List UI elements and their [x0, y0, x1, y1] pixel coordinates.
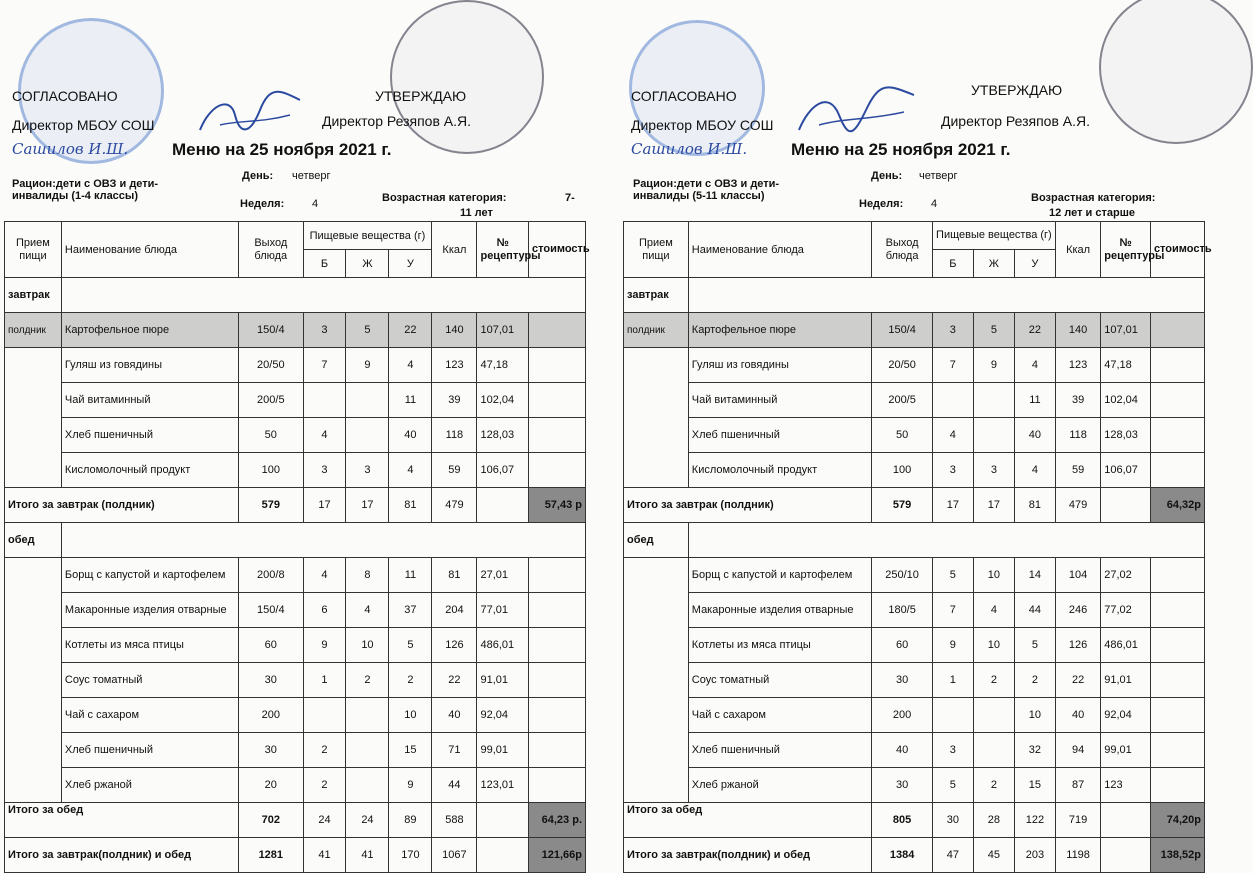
col-zh: Ж — [973, 250, 1014, 278]
week-label: Неделя: — [240, 198, 285, 210]
table-row: Гуляш из говядины 20/50 7 9 4 123 47,18 — [5, 348, 586, 383]
day-value: четверг — [919, 170, 958, 182]
age-label: Возрастная категория: — [1031, 192, 1156, 204]
section-lunch: обед — [624, 523, 689, 558]
col-kcal: Ккал — [432, 222, 477, 278]
table-row: Хлеб пшеничный 50 4 40 118 128,03 — [5, 418, 586, 453]
day-label: День: — [871, 170, 903, 182]
confirm-by: Директор Резяпов А.Я. — [941, 113, 1090, 129]
breakfast-cost: 57,43 р — [529, 488, 586, 523]
col-recipe: № рецептуры — [477, 222, 529, 278]
menu-sheet-right — [619, 0, 1212, 861]
menu-table-left — [4, 221, 590, 873]
col-zh: Ж — [346, 250, 389, 278]
director-stamp-icon — [1099, 0, 1253, 144]
col-dish: Наименование блюда — [688, 222, 872, 278]
table-row: Борщ с капустой и картофелем 250/10 5 10 14 104 27,02 — [624, 558, 1205, 593]
signature-name: Сашилов И.Ш. — [631, 140, 748, 158]
col-meal: Прием пищи — [624, 222, 689, 278]
approved-label: СОГЛАСОВАНО — [631, 88, 737, 104]
section-breakfast: завтрак — [624, 278, 689, 313]
col-u: У — [1014, 250, 1055, 278]
grand-total-row: Итого за завтрак(полдник) и обед 1281 41 41 170 1067 121,66р — [5, 838, 586, 873]
col-u: У — [389, 250, 432, 278]
col-b: Б — [932, 250, 973, 278]
table-row: Чай витаминный 200/5 11 39 102,04 — [624, 383, 1205, 418]
col-yield: Выход блюда — [239, 222, 303, 278]
menu-table-right — [623, 221, 1212, 873]
col-cost: стоимость — [529, 222, 586, 278]
page-title: Меню на 25 ноября 2021 г. — [791, 140, 1011, 159]
table-row: полдник Картофельное пюре 150/4 3 5 22 140 107,01 — [624, 313, 1205, 348]
confirm-by: Директор Резяпов А.Я. — [322, 113, 471, 129]
col-meal: Прием пищи — [5, 222, 62, 278]
week-label: Неделя: — [859, 198, 904, 210]
day-label: День: — [242, 170, 274, 182]
confirm-label: УТВЕРЖДАЮ — [971, 82, 1063, 98]
table-row: Хлеб ржаной 30 5 2 15 87 123 — [624, 768, 1205, 803]
section-lunch: обед — [5, 523, 62, 558]
age-label: Возрастная категория: — [382, 192, 507, 204]
lunch-total-row: Итого за обед 702 24 24 89 588 64,23 р. — [5, 803, 586, 838]
table-row: Кисломолочный продукт 100 3 3 4 59 106,07 — [624, 453, 1205, 488]
col-b: Б — [303, 250, 346, 278]
table-row: Борщ с капустой и картофелем 200/8 4 8 11 81 27,01 — [5, 558, 586, 593]
col-nutrients: Пищевые вещества (г) — [932, 222, 1055, 250]
table-row: Чай витаминный 200/5 11 39 102,04 — [5, 383, 586, 418]
table-row: Чай с сахаром 200 10 40 92,04 — [624, 698, 1205, 733]
director-stamp-icon — [390, 0, 544, 154]
day-value: четверг — [292, 170, 331, 182]
breakfast-total-row: Итого за завтрак (полдник) 579 17 17 81 479 57,43 р — [5, 488, 586, 523]
table-row: Хлеб пшеничный 30 2 15 71 99,01 — [5, 733, 586, 768]
approved-by: Директор МБОУ СОШ — [12, 117, 155, 133]
table-row: Хлеб пшеничный 50 4 40 118 128,03 — [624, 418, 1205, 453]
section-breakfast: завтрак — [5, 278, 62, 313]
col-yield: Выход блюда — [872, 222, 932, 278]
signature-name: Сашилов И.Ш. — [12, 140, 129, 158]
col-cost: стоимость — [1150, 222, 1204, 278]
director-signature-icon — [789, 80, 919, 145]
table-row: Котлеты из мяса птицы 60 9 10 5 126 486,01 — [5, 628, 586, 663]
table-row: Гуляш из говядины 20/50 7 9 4 123 47,18 — [624, 348, 1205, 383]
breakfast-total-row: Итого за завтрак (полдник) 579 17 17 81 479 64,32р — [624, 488, 1205, 523]
snack-label: полдник — [5, 313, 62, 348]
age-value-a: 7- — [565, 192, 575, 204]
lunch-cost: 74,20р — [1150, 803, 1204, 838]
week-value: 4 — [312, 198, 319, 210]
ration-label: Рацион:дети с ОВЗ и дети-инвалиды (1-4 классы) — [12, 178, 159, 202]
grand-cost: 121,66р — [529, 838, 586, 873]
confirm-label: УТВЕРЖДАЮ — [375, 88, 467, 104]
age-value-b: 11 лет — [460, 207, 493, 219]
breakfast-cost: 64,32р — [1150, 488, 1204, 523]
lunch-total-row: Итого за обед 805 30 28 122 719 74,20р — [624, 803, 1205, 838]
table-row: Котлеты из мяса птицы 60 9 10 5 126 486,01 — [624, 628, 1205, 663]
week-value: 4 — [931, 198, 938, 210]
table-row: Хлеб ржаной 20 2 9 44 123,01 — [5, 768, 586, 803]
age-value-b: 12 лет и старше — [1049, 207, 1135, 219]
lunch-cost: 64,23 р. — [529, 803, 586, 838]
col-kcal: Ккал — [1055, 222, 1100, 278]
table-row: Соус томатный 30 1 2 2 22 91,01 — [5, 663, 586, 698]
table-row: Кисломолочный продукт 100 3 3 4 59 106,07 — [5, 453, 586, 488]
grand-cost: 138,52р — [1150, 838, 1204, 873]
table-row: Хлеб пшеничный 40 3 32 94 99,01 — [624, 733, 1205, 768]
ration-label: Рацион:дети с ОВЗ и дети-инвалиды (5-11 классы) — [633, 178, 780, 202]
page-title: Меню на 25 ноября 2021 г. — [172, 140, 392, 159]
table-row: Чай с сахаром 200 10 40 92,04 — [5, 698, 586, 733]
grand-total-row: Итого за завтрак(полдник) и обед 1384 47 45 203 1198 138,52р — [624, 838, 1205, 873]
table-row: полдник Картофельное пюре 150/4 3 5 22 140 107,01 — [5, 313, 586, 348]
table-row: Соус томатный 30 1 2 2 22 91,01 — [624, 663, 1205, 698]
table-row: Макаронные изделия отварные 150/4 6 4 37 204 77,01 — [5, 593, 586, 628]
col-recipe: № рецептуры — [1101, 222, 1151, 278]
director-signature-icon — [190, 85, 310, 145]
snack-label: полдник — [624, 313, 689, 348]
approved-label: СОГЛАСОВАНО — [12, 88, 118, 104]
col-dish: Наименование блюда — [61, 222, 238, 278]
table-row: Макаронные изделия отварные 180/5 7 4 44 246 77,02 — [624, 593, 1205, 628]
approved-by: Директор МБОУ СОШ — [631, 117, 774, 133]
col-nutrients: Пищевые вещества (г) — [303, 222, 432, 250]
menu-sheet-left — [0, 0, 590, 861]
